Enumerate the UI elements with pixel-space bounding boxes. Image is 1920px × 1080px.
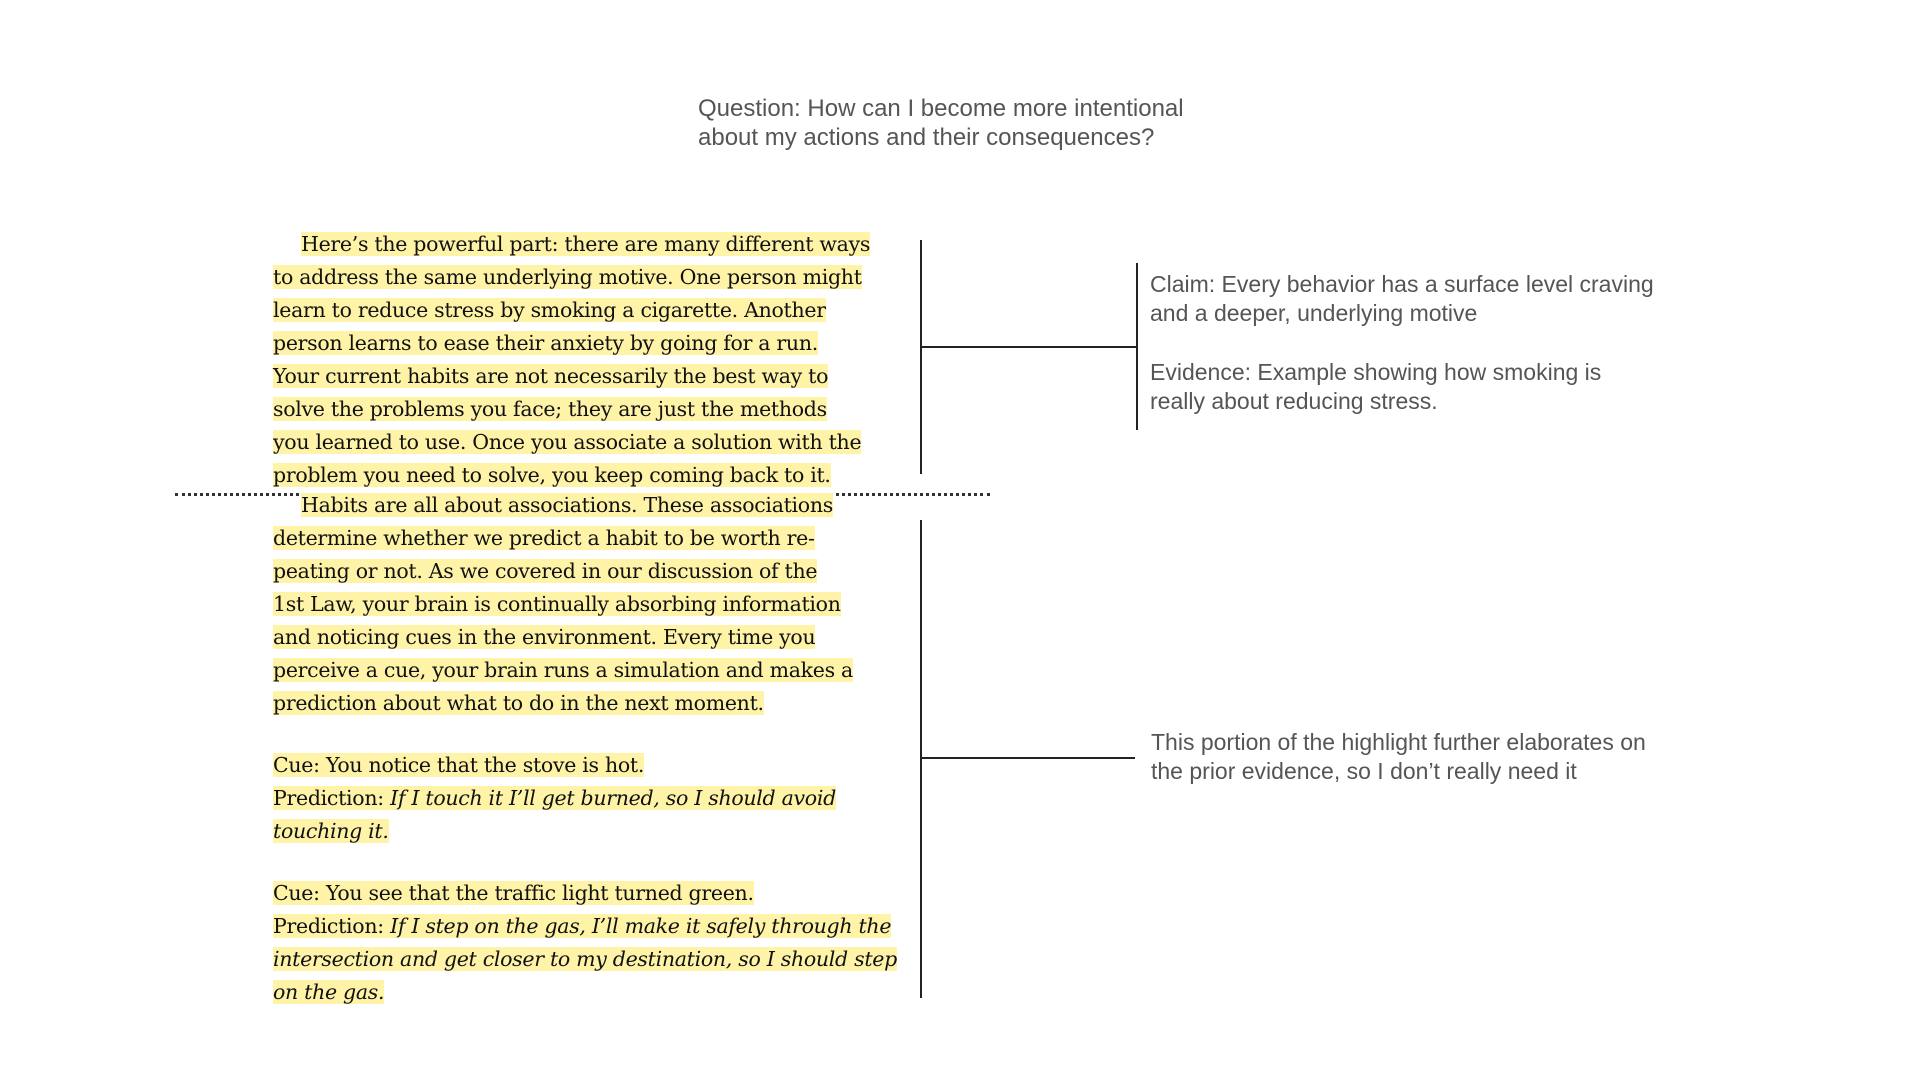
prediction-text: touching it. (273, 819, 389, 843)
bracket-top-connector (920, 346, 1138, 348)
passage-line: person learns to ease their anxiety by going for a run. (273, 331, 818, 355)
passage-line: 1st Law, your brain is continually absorbing information (273, 592, 841, 616)
bracket-top-vertical (920, 240, 922, 474)
question-text (698, 94, 1258, 152)
passage-line: perceive a cue, your brain runs a simulation and makes a (273, 658, 853, 682)
passage-line: prediction about what to do in the next moment. (273, 691, 764, 715)
annotation-claim-evidence (1150, 270, 1710, 416)
evidence-line: really about reducing stress. (1150, 388, 1438, 414)
passage-line: to address the same underlying motive. One person might (273, 265, 862, 289)
cue-line: Cue: You notice that the stove is hot. (273, 753, 645, 777)
passage-line: Here’s the powerful part: there are many different ways (301, 232, 871, 256)
claim-line: Claim: Every behavior has a surface level craving (1150, 271, 1654, 297)
bracket-bottom-connector (920, 757, 1135, 759)
prediction-label: Prediction: (273, 786, 391, 810)
prediction-text: If I touch it I’ll get burned, so I should avoid (390, 786, 836, 810)
passage-line: you learned to use. Once you associate a solution with the (273, 430, 862, 454)
annotation-line: This portion of the highlight further elaborates on (1151, 729, 1646, 755)
passage-line: Your current habits are not necessarily the best way to (273, 364, 829, 388)
passage-line: determine whether we predict a habit to be worth re- (273, 526, 815, 550)
passage-line: peating or not. As we covered in our discussion of the (273, 559, 818, 583)
annotation-elaboration (1151, 728, 1711, 786)
prediction-text: intersection and get closer to my destination, so I should step (273, 947, 897, 971)
passage-line: and noticing cues in the environment. Every time you (273, 625, 816, 649)
highlighted-passage-top (273, 228, 913, 492)
question-line: Question: How can I become more intentional (698, 95, 1184, 122)
passage-line: learn to reduce stress by smoking a cigarette. Another (273, 298, 826, 322)
prediction-text: on the gas. (273, 980, 385, 1004)
prediction-label: Prediction: (273, 914, 391, 938)
passage-line: Habits are all about associations. These associations (301, 493, 833, 517)
passage-line: solve the problems you face; they are just the methods (273, 397, 827, 421)
question-line: about my actions and their consequences? (698, 124, 1155, 151)
cue-line: Cue: You see that the traffic light turned green. (273, 881, 754, 905)
prediction-text: If I step on the gas, I’ll make it safely through the (390, 914, 892, 938)
bracket-bottom-vertical (920, 520, 922, 998)
evidence-line: Evidence: Example showing how smoking is (1150, 359, 1602, 385)
bracket-top-note-bar (1136, 263, 1138, 430)
passage-line: problem you need to solve, you keep coming back to it. (273, 463, 831, 487)
annotation-line: the prior evidence, so I don’t really need it (1151, 758, 1577, 784)
claim-line: and a deeper, underlying motive (1150, 300, 1478, 326)
highlighted-passage-bottom (273, 489, 913, 1009)
